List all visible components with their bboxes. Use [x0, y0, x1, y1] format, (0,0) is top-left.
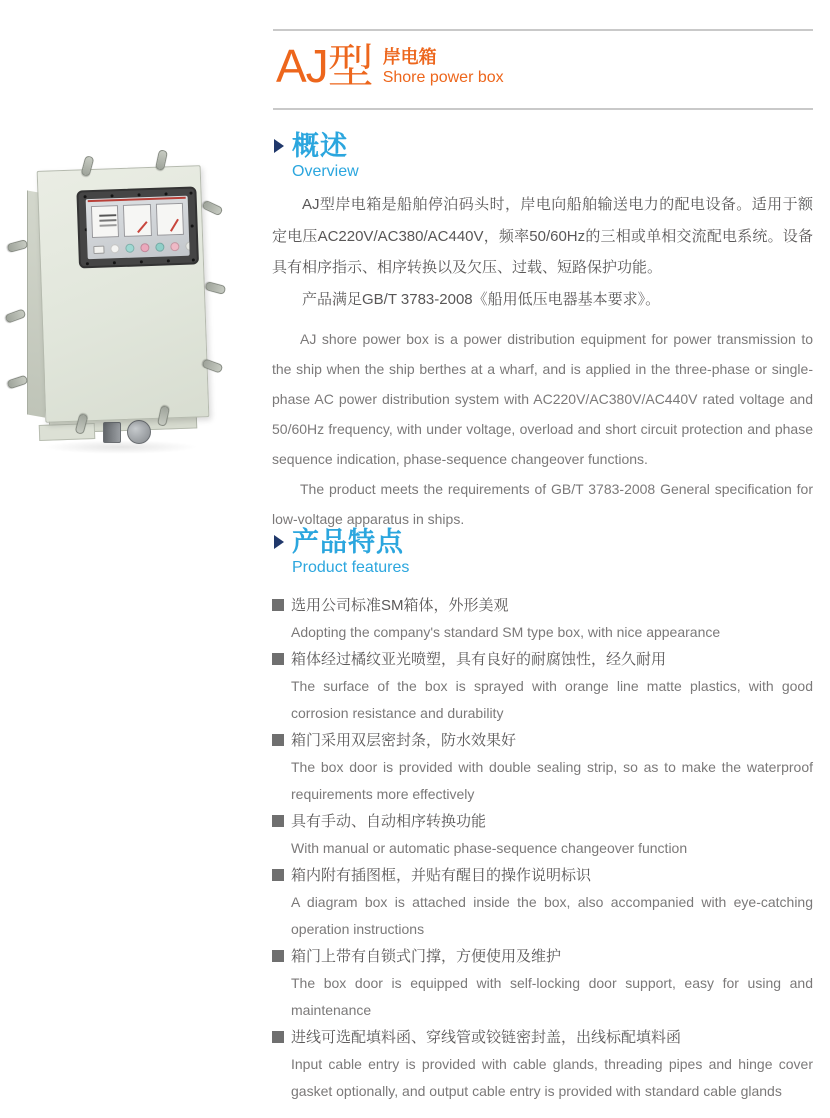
latch-clamp	[202, 200, 224, 217]
features-heading-cn: 产品特点	[292, 527, 404, 557]
product-photo	[15, 158, 230, 460]
square-bullet-icon	[272, 734, 284, 746]
feature-cn-row	[272, 943, 813, 970]
square-bullet-icon	[272, 653, 284, 665]
panel-switch	[93, 245, 104, 253]
cable-gland	[103, 422, 121, 443]
latch-clamp	[5, 308, 27, 323]
indicator-lamp	[140, 243, 149, 252]
feature-en-text: Input cable entry is provided with cable glands, threading pipes and hinge cover gasket optionally, and output cable entry is provided with standard cable glands	[291, 1056, 813, 1099]
overview-chinese-text	[272, 189, 813, 315]
overview-paragraph-en: AJ shore power box is a power distribution equipment for power transmission to the ship when the ship berthes at a wharf, and is applied in the three-phase or single-phase AC power distribution system with AC220V/AC380V/AC440V rated voltage and 50/60Hz frequency, with under voltage, overload and short circuit protection and phase sequence indication, phase-sequence changeover functions.	[272, 331, 813, 467]
product-subtitle-cn: 岸电箱	[382, 47, 437, 67]
feature-cn-text: 进线可选配填料函、穿线管或铰链密封盖，出线标配填料函	[291, 1029, 682, 1046]
latch-clamp	[205, 281, 227, 295]
meter-needle	[138, 221, 149, 233]
feature-en-text: Adopting the company's standard SM type box, with nice appearance	[291, 624, 721, 640]
analog-meter	[123, 204, 151, 237]
window-glass	[86, 196, 190, 260]
meter-row	[86, 199, 189, 239]
feature-item	[272, 727, 813, 808]
feature-cn-text: 具有手动、自动相序转换功能	[291, 813, 487, 830]
product-subtitle	[383, 47, 504, 90]
feature-cn-text: 箱门上带有自锁式门撑，方便使用及维护	[291, 948, 562, 965]
square-bullet-icon	[272, 1031, 284, 1043]
box-front-door	[37, 165, 210, 423]
square-bullet-icon	[272, 869, 284, 881]
square-bullet-icon	[272, 815, 284, 827]
section-marker-triangle-icon	[274, 535, 284, 549]
indicator-lamp	[170, 242, 179, 251]
feature-en-text: The surface of the box is sprayed with orange line matte plastics, with good corrosion resistance and durability	[291, 678, 813, 721]
header-divider	[273, 108, 813, 110]
feature-cn-row	[272, 808, 813, 835]
feature-list	[272, 592, 813, 1105]
overview-english-text	[272, 324, 813, 534]
window-screws	[84, 195, 87, 198]
section-marker-triangle-icon	[274, 139, 284, 153]
features-heading-en: Product features	[292, 559, 410, 576]
feature-item	[272, 1024, 813, 1105]
indicator-lamp	[155, 243, 164, 252]
indicator-lamp	[110, 244, 119, 253]
overview-section	[272, 131, 813, 534]
latch-clamp	[7, 375, 29, 390]
overview-heading-en: Overview	[292, 163, 359, 180]
overview-heading-cn: 概述	[292, 131, 348, 161]
feature-cn-text: 箱内附有插图框，并贴有醒目的操作说明标识	[291, 867, 592, 884]
feature-item	[272, 808, 813, 862]
feature-cn-text: 箱门采用双层密封条，防水效果好	[291, 732, 517, 749]
meter-scale-marks	[99, 214, 116, 217]
features-heading-titles	[292, 527, 409, 578]
square-bullet-icon	[272, 599, 284, 611]
overview-paragraph-cn: 产品满足GB/T 3783-2008《船用低压电器基本要求》。	[302, 290, 661, 308]
feature-cn-row	[272, 862, 813, 889]
feature-item	[272, 592, 813, 646]
feature-en-text: A diagram box is attached inside the box, also accompanied with eye-catching operation instructions	[291, 894, 813, 937]
overview-heading-titles	[292, 131, 359, 182]
feature-en-text: The box door is equipped with self-locking door support, easy for using and maintenance	[291, 975, 813, 1018]
meter-window	[76, 186, 199, 268]
overview-heading	[272, 131, 813, 182]
product-title-block	[276, 42, 504, 90]
feature-cn-row	[272, 1024, 813, 1051]
feature-en-text: The box door is provided with double sealing strip, so as to make the waterproof requirements more effectively	[291, 759, 813, 802]
overview-paragraph-en: The product meets the requirements of GB/T 3783-2008 General specification for low-voltage apparatus in ships.	[272, 481, 813, 527]
product-model: AJ型	[276, 40, 373, 92]
meter-needle	[170, 219, 179, 232]
feature-cn-row	[272, 727, 813, 754]
latch-clamp	[7, 239, 29, 253]
square-bullet-icon	[272, 950, 284, 962]
indicator-lamp	[125, 244, 134, 253]
indicator-lamp	[185, 241, 189, 250]
analog-meter	[156, 203, 184, 236]
feature-item	[272, 862, 813, 943]
cable-gland	[127, 420, 151, 444]
analog-meter	[91, 205, 119, 238]
overview-paragraph-cn: AJ型岸电箱是船舶停泊码头时，岸电向船舶输送电力的配电设备。适用于额定电压AC220V/AC380/AC440V，频率50/60Hz的三相或单相交流配电系统。设备具有相序指示、相序转换以及欠压、过载、短路保护功能。	[272, 196, 813, 276]
feature-item	[272, 646, 813, 727]
feature-cn-row	[272, 592, 813, 619]
feature-cn-text: 箱体经过橘纹亚光喷塑，具有良好的耐腐蚀性，经久耐用	[291, 651, 667, 668]
features-heading	[272, 527, 813, 578]
product-subtitle-en: Shore power box	[382, 69, 504, 86]
box-bottom-lug	[39, 423, 96, 441]
feature-cn-text: 选用公司标准SM箱体，外形美观	[291, 597, 509, 614]
feature-cn-row	[272, 646, 813, 673]
feature-item	[272, 943, 813, 1024]
top-divider	[273, 29, 813, 31]
feature-en-text: With manual or automatic phase-sequence changeover function	[291, 840, 688, 856]
features-section	[272, 527, 813, 1105]
